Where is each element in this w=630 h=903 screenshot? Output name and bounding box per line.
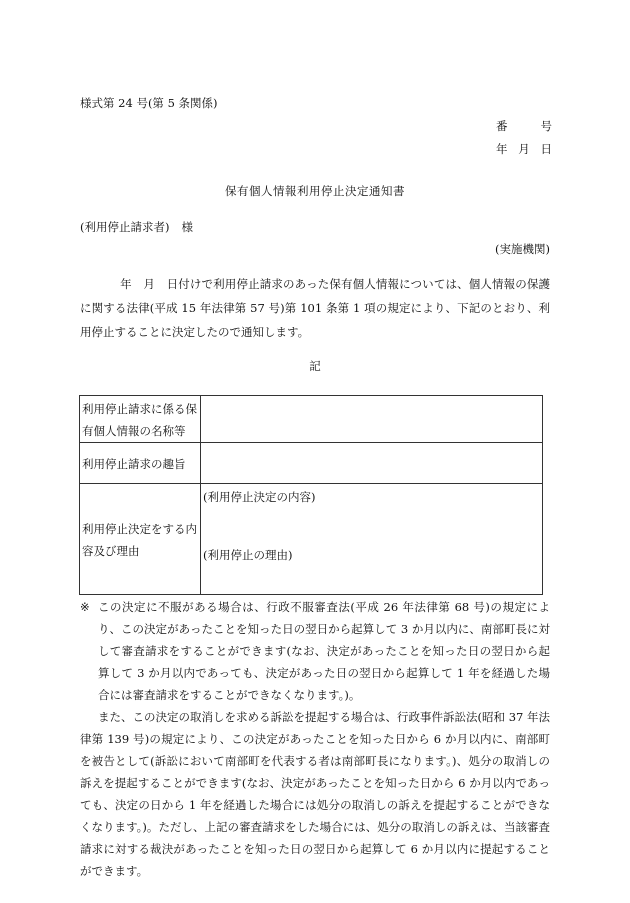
note-paragraph-1: この決定に不服がある場合は、行政不服審査法(平成 26 年法律第 68 号)の規定により、この決定があったことを知った日の翌日から起算して 3 か月以内に、南部町長に対して審査請求をすることができます(なお、決定があったことを知った日の翌日から起算して 3 か月以内であっても、決定があった日の翌日から起算して 1 年を経過した場合には審査請求をすることができなくなります。)。 bbox=[98, 600, 550, 702]
row3-value bbox=[201, 484, 543, 595]
row2-label: 利用停止請求の趣旨 bbox=[80, 443, 201, 484]
number-label-2: 号 bbox=[540, 119, 552, 133]
number-label-1: 番 bbox=[496, 119, 508, 133]
appeal-note bbox=[80, 596, 550, 882]
row2-value bbox=[201, 443, 543, 484]
form-number: 様式第 24 号(第 5 条関係) bbox=[80, 96, 218, 110]
row3-label: 利用停止決定をする内容及び理由 bbox=[80, 484, 201, 595]
body-text: 年 月 日付けで利用停止請求のあった保有個人情報については、個人情報の保護に関する法律(平成 15 年法律第 57 号)第 101 条第 1 項の規定により、下記のとおり、利用停止することに決定したので通知します。 bbox=[80, 277, 550, 339]
addressee-honorific: 様 bbox=[181, 220, 193, 234]
document-date bbox=[496, 141, 552, 157]
row1-label: 利用停止請求に係る保有個人情報の名称等 bbox=[80, 396, 201, 443]
agency-name: (実施機関) bbox=[495, 242, 550, 256]
decision-table bbox=[79, 395, 543, 595]
decision-reason-label: (利用停止の理由) bbox=[203, 548, 293, 562]
table-row bbox=[80, 484, 543, 595]
decision-content-label: (利用停止決定の内容) bbox=[203, 490, 316, 504]
body-paragraph bbox=[80, 272, 550, 344]
table-row bbox=[80, 396, 543, 443]
row1-value bbox=[201, 396, 543, 443]
addressee bbox=[80, 219, 193, 235]
note-mark: ※ bbox=[80, 600, 90, 614]
date-month: 月 bbox=[518, 142, 530, 156]
table-row bbox=[80, 443, 543, 484]
addressee-name: (利用停止請求者) bbox=[80, 220, 170, 234]
ki-heading: 記 bbox=[309, 359, 321, 373]
date-day: 日 bbox=[540, 142, 552, 156]
document-number bbox=[496, 118, 552, 134]
date-year: 年 bbox=[496, 142, 508, 156]
document-title: 保有個人情報利用停止決定通知書 bbox=[225, 184, 405, 198]
note-paragraph-2: また、この決定の取消しを求める訴訟を提起する場合は、行政事件訴訟法(昭和 37 年法律第 139 号)の規定により、この決定があったことを知った日から 6 か月以内に、南部町を被告として(訴訟において南部町を代表する者は南部町長になります。)、処分の取消しの訴えを提起することができます(なお、決定があったことを知った日から 6 か月以内であっても、決定の日から 1 年を経過した場合には処分の取消しの訴えを提起することができなくなります。)。ただし、上記の審査請求をした場合には、処分の取消しの訴えは、当該審査請求に対する裁決があったことを知った日の翌日から起算して 6 か月以内に提起することができます。 bbox=[80, 710, 550, 878]
